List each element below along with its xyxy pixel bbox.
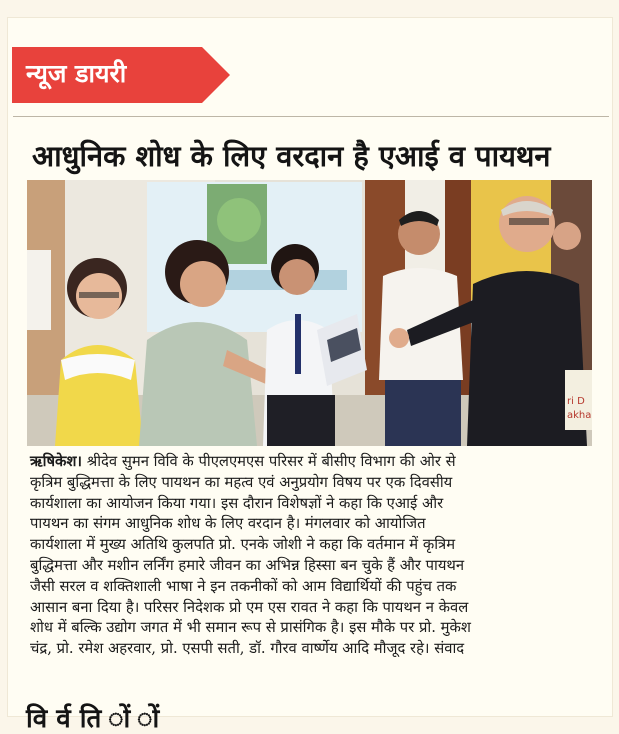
next-article-headline-fragment: वि र्व ति ों ों xyxy=(26,704,160,734)
news-photo xyxy=(27,180,592,446)
event-photo-illustration xyxy=(27,180,592,446)
section-tag-label: न्यूज डायरी xyxy=(26,59,127,88)
article-body xyxy=(30,452,592,660)
article-line: पायथन का संगम आधुनिक शोध के लिए वरदान है। मंगलवार को आयोजित xyxy=(30,515,426,533)
article-line: कार्यशाला में मुख्य अतिथि कुलपति प्रो. एनके जोशी ने कहा कि वर्तमान में कृत्रिम xyxy=(30,536,456,554)
article-line: जैसी सरल व शक्तिशाली भाषा ने इन तकनीकों को आम विद्यार्थियों की पहुंच तक xyxy=(30,577,457,595)
banner-text-1: ri D xyxy=(567,396,585,407)
top-divider xyxy=(13,116,609,117)
article-line: कृत्रिम बुद्धिमत्ता के लिए पायथन का महत्व एवं अनुप्रयोग विषय पर एक दिवसीय xyxy=(30,473,453,491)
article-line: चंद्र, प्रो. रमेश अहरवार, प्रो. एसपी सती, डॉ. गौरव वार्ष्णेय आदि मौजूद रहे। संवाद xyxy=(30,640,465,658)
article-line: आसान बना दिया है। परिसर निदेशक प्रो एम एस रावत ने कहा कि पायथन न केवल xyxy=(30,598,469,616)
article-line: बुद्धिमत्ता और मशीन लर्निंग हमारे जीवन का अभिन्न हिस्सा बन चुके हैं और पायथन xyxy=(30,556,465,574)
headline: आधुनिक शोध के लिए वरदान है एआई व पायथन xyxy=(32,139,551,173)
dateline: ऋषिकेश। xyxy=(30,453,83,470)
article-line: ऋषिकेश। श्रीदेव सुमन विवि के पीएलएमएस परिसर में बीसीए विभाग की ओर से xyxy=(30,453,456,470)
article-line: शोध में बल्कि उद्योग जगत में भी समान रूप से प्रासंगिक है। इस मौके पर प्रो. मुकेश xyxy=(30,619,471,637)
article-line: कार्यशाला का आयोजन किया गया। इस दौरान विशेषज्ञों ने कहा कि एआई और xyxy=(30,494,444,512)
banner-text-2: akha xyxy=(567,410,592,421)
